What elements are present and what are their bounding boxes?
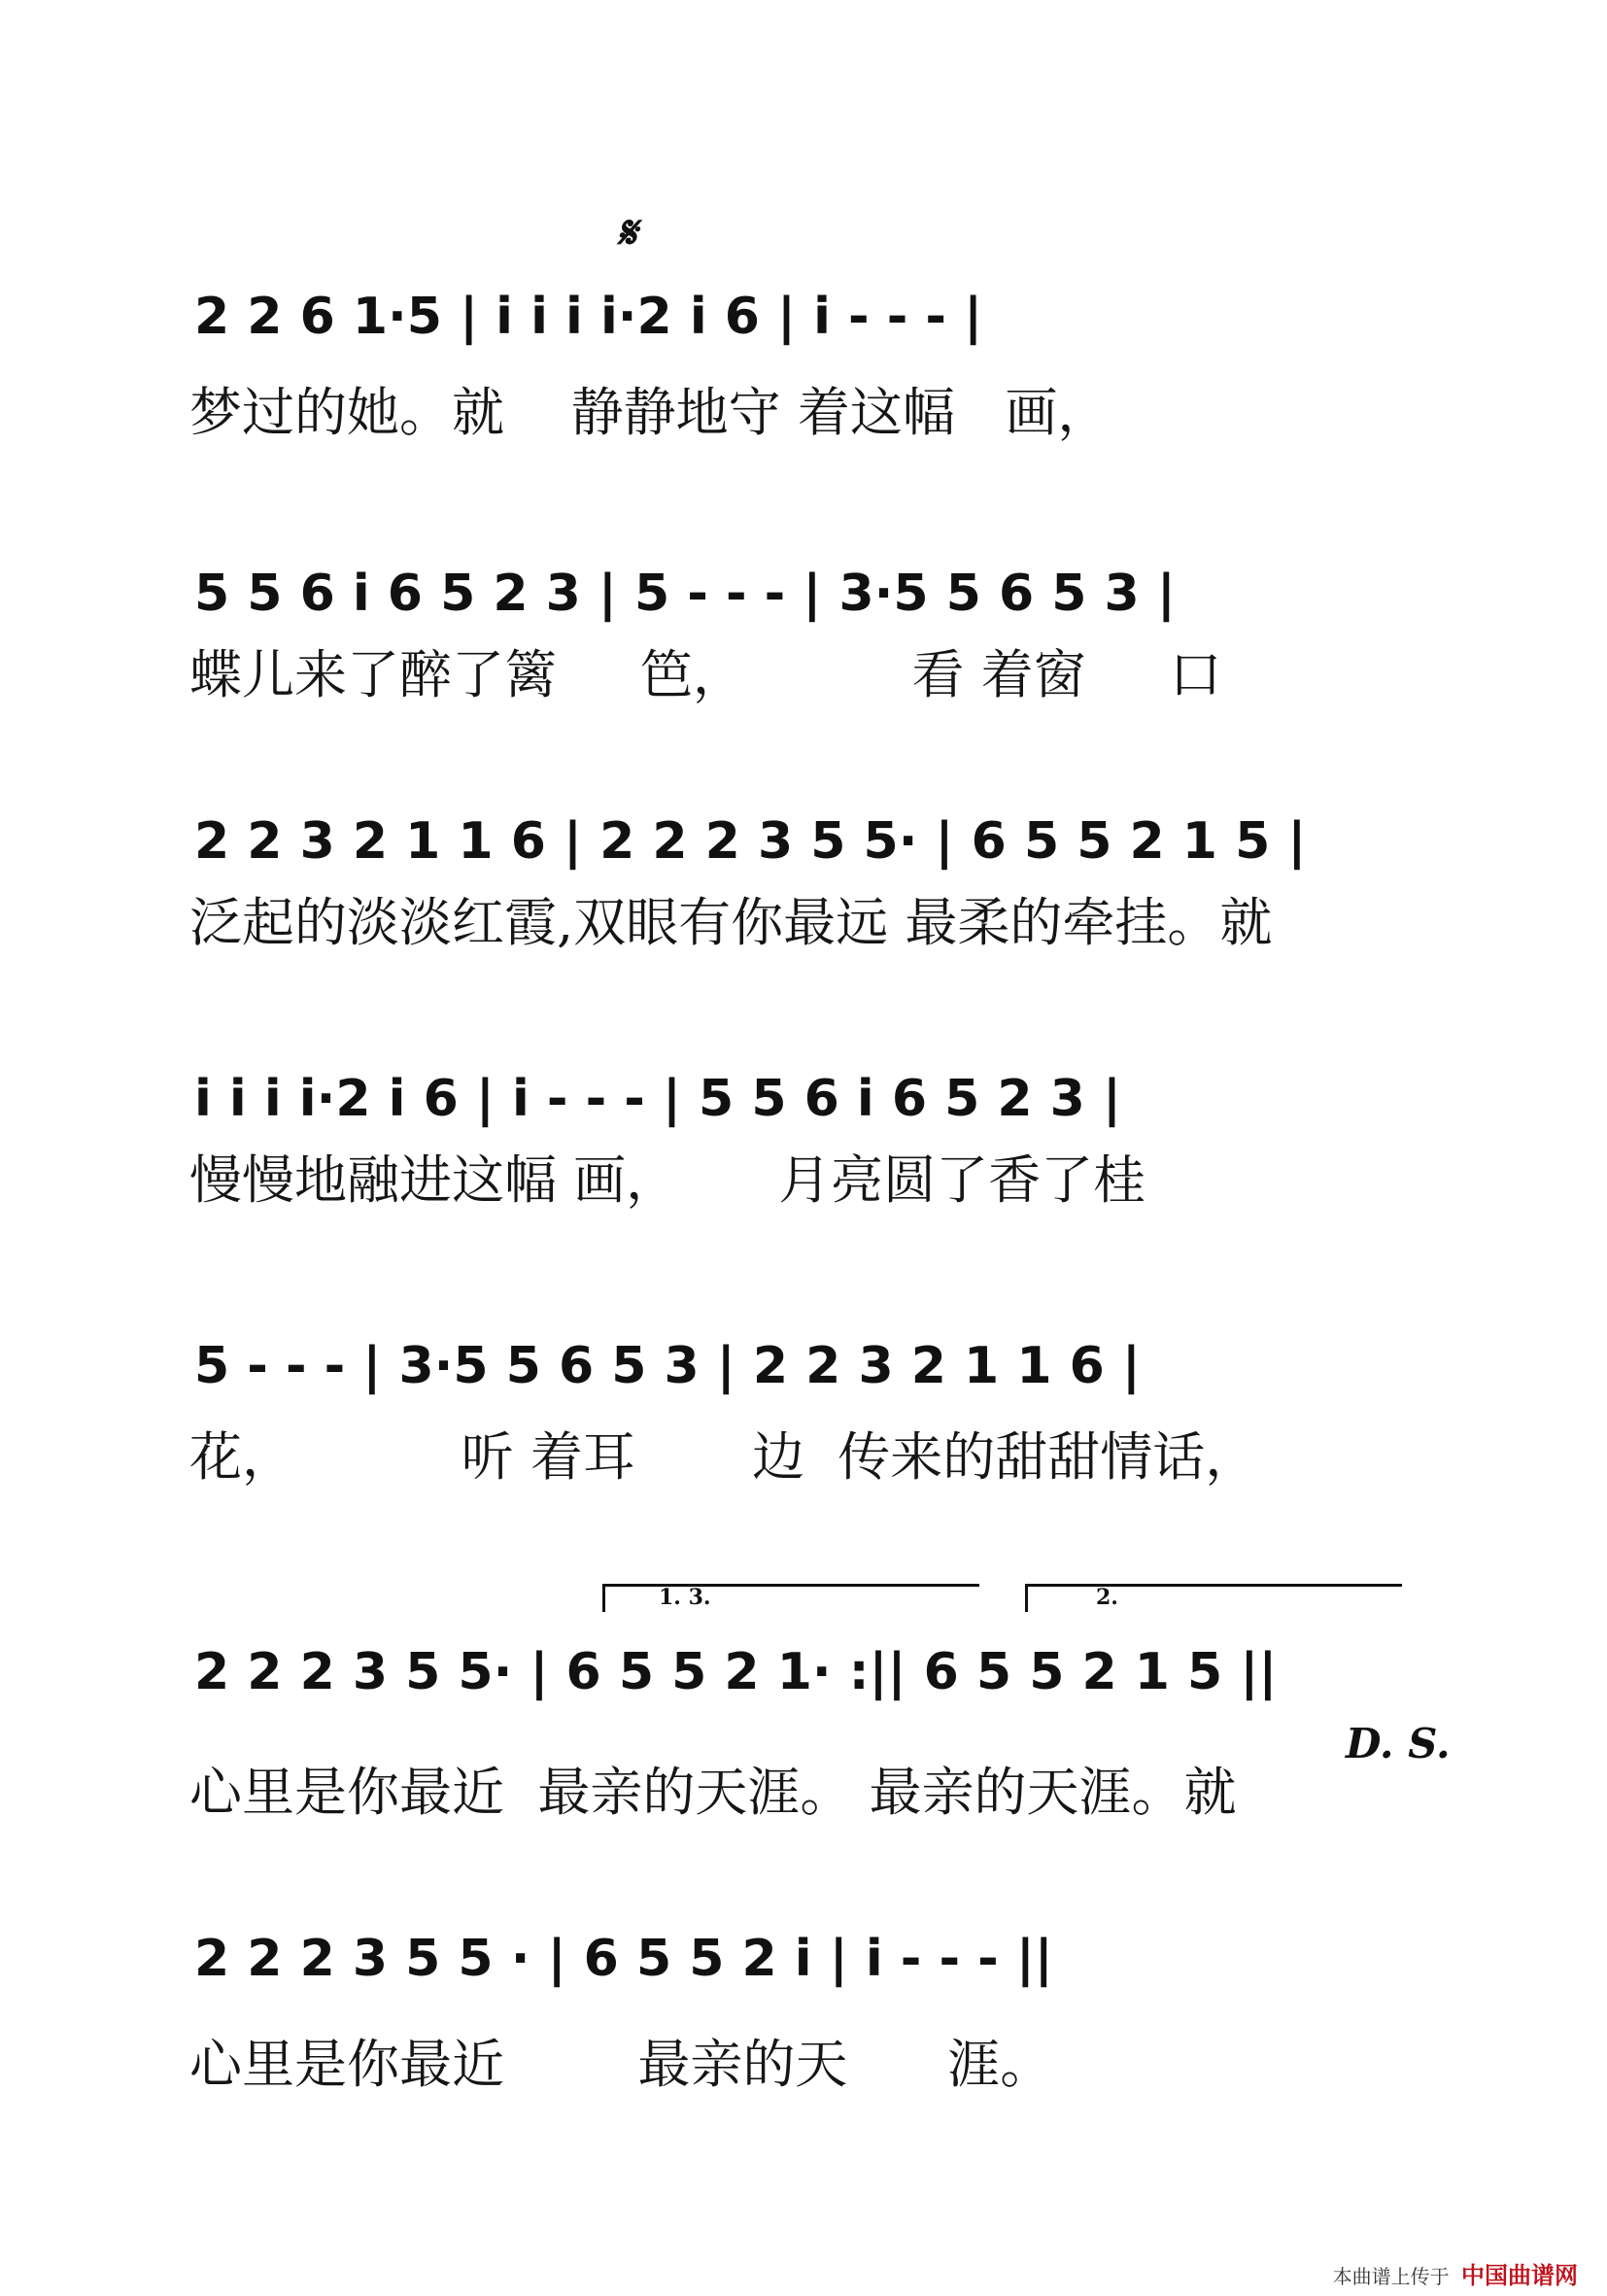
volta-bracket-2 (1025, 1584, 1402, 1612)
upload-text: 本曲谱上传于 (1332, 2265, 1450, 2288)
notation-text: 5 5 6 i 6 5 2 3 | 5 - - - | 3·5 5 6 5 3 | (194, 565, 1176, 623)
notation-row-4 (194, 1064, 1457, 1132)
volta-bracket-1-3 (602, 1584, 979, 1612)
site-logo[interactable]: 中国曲谱网 (1461, 2262, 1578, 2289)
lyric-line-2: 蝶儿来了醉了篱 笆， 看 着窗 口 (189, 644, 1222, 705)
notation-row-5 (194, 1331, 1457, 1399)
lyric-line-3: 泛起的淡淡红霞,双眼有你最远 最柔的牵挂。就 (189, 892, 1273, 953)
segno-sign: 𝄋 (617, 206, 636, 258)
notation-row-7 (194, 1924, 1457, 1992)
lyric-line-7: 心里是你最近 最亲的天 涯。 (189, 2034, 1053, 2095)
notation-text: 2 2 3 2 1 1 6 | 2 2 2 3 5 5· | 6 5 5 2 1 5 | (194, 812, 1307, 871)
notation-row-2 (194, 559, 1457, 627)
lyric-line-4: 慢慢地融进这幅 画， 月亮圆了香了桂 (189, 1149, 1146, 1211)
notation-row-3 (194, 806, 1457, 874)
notation-text: 5 - - - | 3·5 5 6 5 3 | 2 2 3 2 1 1 6 | (194, 1337, 1141, 1395)
notation-text: 2 2 6 1·5 | i i i i·2 i 6 | i - - - | (194, 288, 983, 346)
lyric-line-6: 心里是你最近 最亲的天涯。 最亲的天涯。就 (189, 1762, 1237, 1823)
notation-row-6 (194, 1637, 1457, 1705)
notation-text: 2 2 2 3 5 5 · | 6 5 5 2 i | i - - - || (194, 1930, 1053, 1988)
notation-row-1 (194, 282, 1457, 350)
lyric-line-1: 梦过的她。就 静静地守 着这幅 画， (189, 382, 1111, 443)
lyric-line-5: 花， 听 着耳 边 传来的甜甜情话， (189, 1426, 1258, 1488)
volta-label: 1. 3. (659, 1585, 711, 1610)
notation-text: i i i i·2 i 6 | i - - - | 5 5 6 i 6 5 2 3 | (194, 1070, 1121, 1128)
volta-label: 2. (1096, 1585, 1118, 1610)
upload-footer (1333, 2256, 1578, 2295)
notation-text: 2 2 2 3 5 5· | 6 5 5 2 1· :|| 6 5 5 2 1 5 || (194, 1643, 1278, 1701)
dal-segno-mark: D. S. (1346, 1720, 1451, 1767)
